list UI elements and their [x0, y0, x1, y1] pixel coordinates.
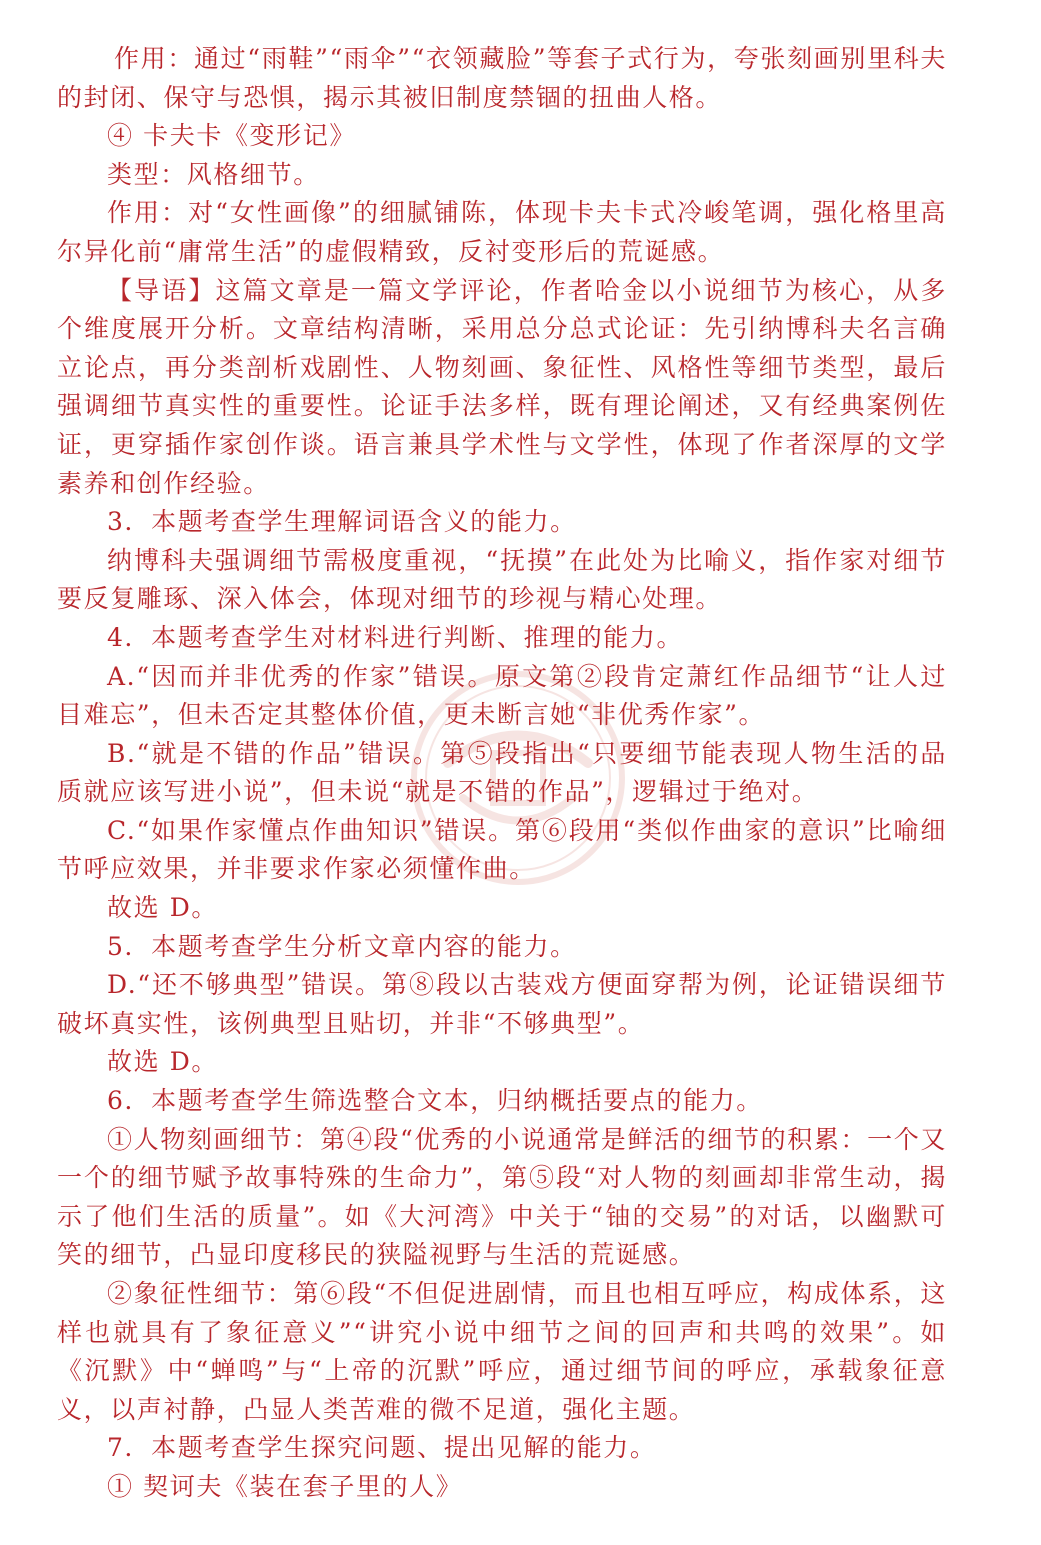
paragraph-2: ④ 卡夫卡《变形记》	[107, 121, 356, 151]
paragraph-17: ①人物刻画细节：第④段“优秀的小说通常是鲜活的细节的积累：一个又一个的细节赋予故事特殊的生命力”，第⑤段“对人物的刻画却非常生动，揭示了他们生活的质量”。如《大河湾》中关于“铀的交易”的对话，以幽默可笑的细节，凸显印度移民的狭隘视野与生活的荒诞感。	[57, 1124, 947, 1270]
paragraph-11: C.“如果作家懂点作曲知识”错误。第⑥段用“类似作曲家的意识”比喻细节呼应效果，并非要求作家必须懂作曲。	[57, 815, 947, 884]
paragraph-8: 4．本题考查学生对材料进行判断、推理的能力。	[107, 622, 684, 652]
paragraph-14: D.“还不够典型”错误。第⑧段以古装戏方便面穿帮为例，论证错误细节破坏真实性，该例典型且贴切，并非“不够典型”。	[57, 970, 947, 1038]
paragraph-20: ① 契诃夫《装在套子里的人》	[107, 1471, 463, 1501]
paragraph-18: ②象征性细节：第⑥段“不但促进剧情，而且也相互呼应，构成体系，这样也就具有了象征意义”“讲究小说中细节之间的回声和共鸣的效果”。如《沉默》中“蝉鸣”与“上帝的沉默”呼应，通过细节间的呼应，承载象征意义，以声衬静，凸显人类苦难的微不足道，强化主题。	[57, 1279, 947, 1424]
paragraph-1: 作用：通过“雨鞋”“雨伞”“衣领藏脸”等套子式行为，夸张刻画别里科夫的封闭、保守与恐惧，揭示其被旧制度禁锢的扭曲人格。	[57, 44, 947, 112]
paragraph-10: B.“就是不错的作品”错误。第⑤段指出“只要细节能表现人物生活的品质就应该写进小说”，但未说“就是不错的作品”，逻辑过于绝对。	[57, 738, 947, 807]
paragraph-3: 类型：风格细节。	[107, 159, 320, 189]
paragraph-9: A.“因而并非优秀的作家”错误。原文第②段肯定萧红作品细节“让人过目难忘”，但未否定其整体价值，更未断言她“非优秀作家”。	[57, 661, 947, 730]
answer-text-body	[57, 40, 947, 1507]
paragraph-12: 故选 D。	[107, 893, 218, 923]
paragraph-4: 作用：对“女性画像”的细腻铺陈，体现卡夫卡式冷峻笔调，强化格里高尔异化前“庸常生活”的虚假精致，反衬变形后的荒诞感。	[57, 198, 947, 266]
paragraph-16: 6．本题考查学生筛选整合文本，归纳概括要点的能力。	[107, 1086, 763, 1116]
paragraph-6: 3．本题考查学生理解词语含义的能力。	[107, 507, 577, 537]
paragraph-15: 故选 D。	[107, 1047, 218, 1077]
paragraph-13: 5．本题考查学生分析文章内容的能力。	[107, 931, 577, 961]
paragraph-19: 7．本题考查学生探究问题、提出见解的能力。	[107, 1433, 657, 1463]
paragraph-5: 【导语】这篇文章是一篇文学评论，作者哈金以小说细节为核心，从多个维度展开分析。文章结构清晰，采用总分总式论证：先引纳博科夫名言确立论点，再分类剖析戏剧性、人物刻画、象征性、风格性等细节类型，最后强调细节真实性的重要性。论证手法多样，既有理论阐述，又有经典案例佐证，更穿插作家创作谈。语言兼具学术性与文学性，体现了作者深厚的文学素养和创作经验。	[57, 275, 947, 498]
paragraph-7: 纳博科夫强调细节需极度重视，“抚摸”在此处为比喻义，指作家对细节要反复雕琢、深入体会，体现对细节的珍视与精心处理。	[57, 545, 947, 614]
